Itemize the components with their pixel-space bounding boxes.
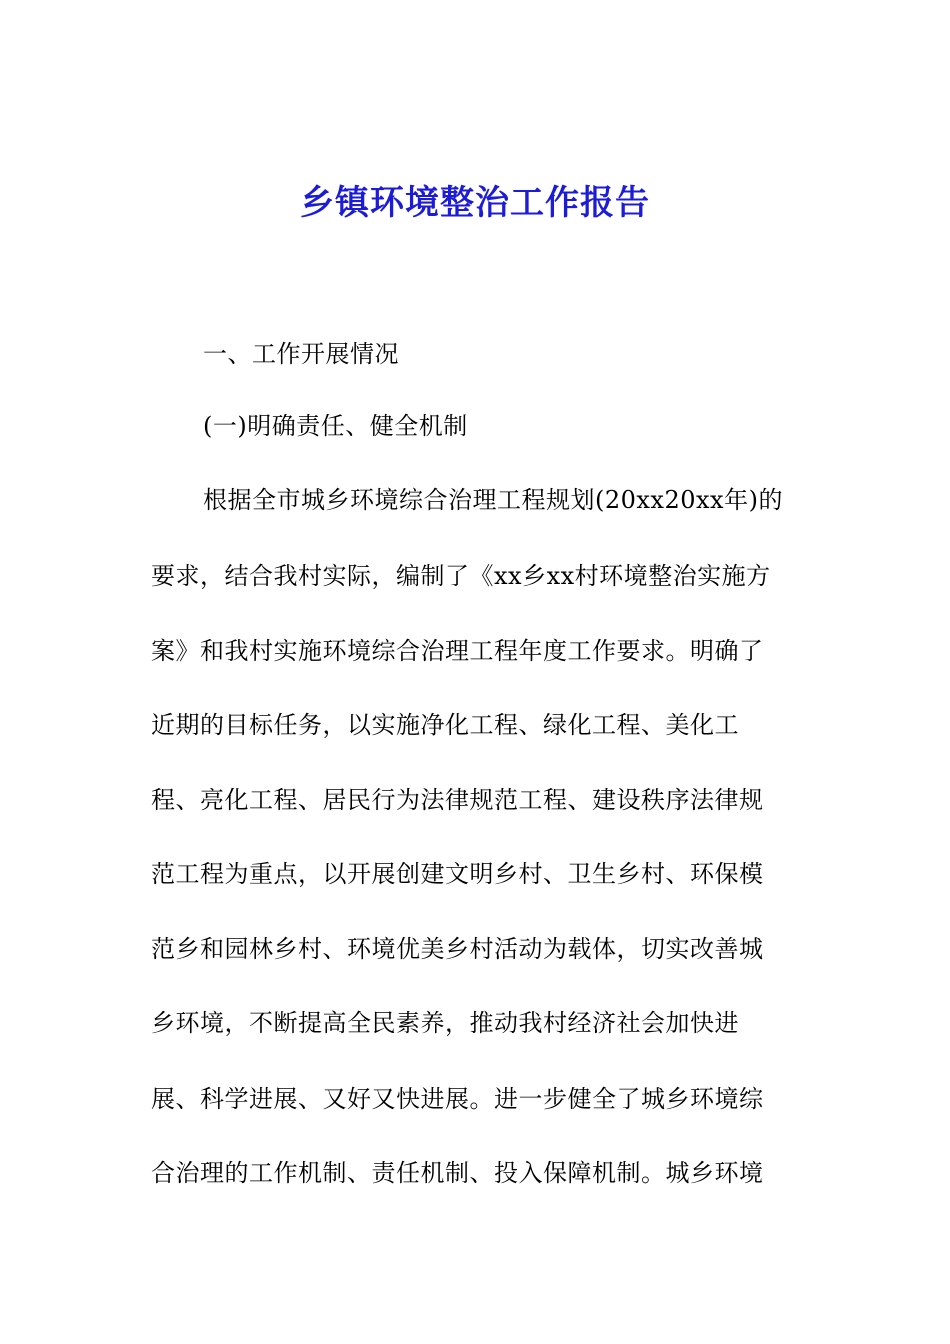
paragraph-line: 展、科学进展、又好又快进展。进一步健全了城乡环境综	[151, 1085, 764, 1113]
paragraph-line: 案》和我村实施环境综合治理工程年度工作要求。明确了	[151, 637, 764, 665]
paragraph-line: 范乡和园林乡村、环境优美乡村活动为载体，切实改善城	[151, 935, 764, 963]
paragraph-line: 范工程为重点，以开展创建文明乡村、卫生乡村、环保模	[151, 860, 764, 888]
document-title: 乡镇环境整治工作报告	[300, 183, 650, 223]
paragraph-line: 要求，结合我村实际，编制了《xx乡xx村环境整治实施方	[151, 562, 771, 590]
paragraph-line: 程、亮化工程、居民行为法律规范工程、建设秩序法律规	[151, 786, 764, 814]
paragraph-line: 根据全市城乡环境综合治理工程规划(20xx20xx年)的	[203, 486, 783, 514]
paragraph-line: 合治理的工作机制、责任机制、投入保障机制。城乡环境	[151, 1159, 764, 1187]
subsection-heading: (一)明确责任、健全机制	[203, 412, 468, 440]
paragraph-line: 近期的目标任务，以实施净化工程、绿化工程、美化工	[151, 711, 739, 739]
section-heading: 一、工作开展情况	[203, 340, 399, 368]
paragraph-line: 乡环境，不断提高全民素养，推动我村经济社会加快进	[151, 1009, 739, 1037]
